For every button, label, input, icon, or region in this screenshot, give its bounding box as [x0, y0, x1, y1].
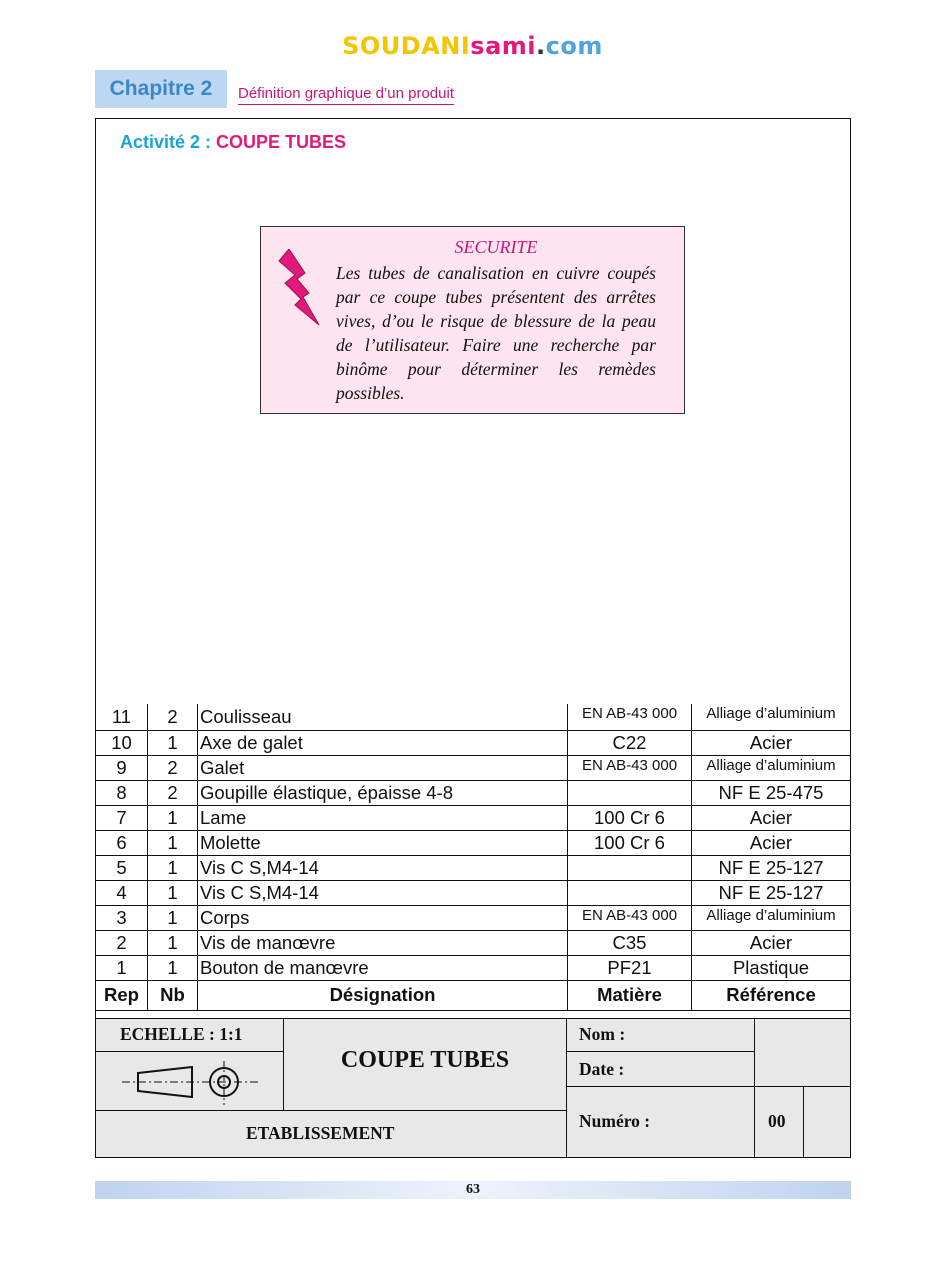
securite-box — [260, 226, 685, 414]
table-row — [96, 905, 851, 930]
reference-cell: Acier — [692, 805, 851, 830]
site-watermark: SOUDANIsami.com — [342, 32, 603, 60]
nb-cell: 1 — [148, 805, 198, 830]
projection-symbol-icon — [120, 1059, 260, 1107]
nb-cell: 1 — [148, 955, 198, 980]
matiere-cell: C22 — [568, 730, 692, 755]
table-row — [96, 780, 851, 805]
rep-cell: 9 — [96, 755, 148, 780]
table-row — [96, 704, 851, 730]
reference-cell: Acier — [692, 730, 851, 755]
reference-cell: NF E 25-475 — [692, 780, 851, 805]
nb-cell: 1 — [148, 930, 198, 955]
nb-cell: 1 — [148, 880, 198, 905]
header-matiere: Matière — [568, 980, 692, 1010]
matiere-cell: EN AB-43 000 — [568, 905, 692, 930]
reference-cell: Acier — [692, 930, 851, 955]
cartouche-divider — [95, 1110, 567, 1111]
rep-cell: 8 — [96, 780, 148, 805]
header-designation: Désignation — [198, 980, 568, 1010]
table-row — [96, 880, 851, 905]
nom-label: Nom : — [579, 1024, 626, 1044]
rep-cell: 2 — [96, 930, 148, 955]
matiere-cell — [568, 880, 692, 905]
designation-cell: Galet — [198, 755, 568, 780]
rep-cell: 10 — [96, 730, 148, 755]
rep-cell: 6 — [96, 830, 148, 855]
designation-cell: Lame — [198, 805, 568, 830]
matiere-cell: EN AB-43 000 — [568, 704, 692, 730]
matiere-cell: EN AB-43 000 — [568, 755, 692, 780]
securite-heading: SECURITE — [454, 237, 538, 257]
table-row — [96, 730, 851, 755]
nomenclature-table — [95, 704, 851, 1011]
chapter-badge: Chapitre 2 — [95, 70, 227, 108]
date-label: Date : — [579, 1059, 625, 1079]
reference-cell: Alliage d’aluminium — [692, 905, 851, 930]
table-row — [96, 830, 851, 855]
matiere-cell — [568, 855, 692, 880]
header-rep: Rep — [96, 980, 148, 1010]
matiere-cell — [568, 780, 692, 805]
designation-cell: Bouton de manœvre — [198, 955, 568, 980]
table-row — [96, 930, 851, 955]
rep-cell: 11 — [96, 704, 148, 730]
table-header-row — [96, 980, 851, 1010]
reference-cell: Plastique — [692, 955, 851, 980]
matiere-cell: PF21 — [568, 955, 692, 980]
nb-cell: 2 — [148, 755, 198, 780]
title-block — [95, 1018, 851, 1158]
rep-cell: 7 — [96, 805, 148, 830]
table-row — [96, 955, 851, 980]
nb-cell: 1 — [148, 730, 198, 755]
designation-cell: Corps — [198, 905, 568, 930]
designation-cell: Goupille élastique, épaisse 4-8 — [198, 780, 568, 805]
rep-cell: 3 — [96, 905, 148, 930]
numero-value: 00 — [768, 1111, 786, 1131]
matiere-cell: C35 — [568, 930, 692, 955]
header-nb: Nb — [148, 980, 198, 1010]
designation-cell: Axe de galet — [198, 730, 568, 755]
designation-cell: Molette — [198, 830, 568, 855]
rep-cell: 5 — [96, 855, 148, 880]
reference-cell: NF E 25-127 — [692, 880, 851, 905]
designation-cell: Vis C S,M4-14 — [198, 880, 568, 905]
table-row — [96, 805, 851, 830]
rep-cell: 4 — [96, 880, 148, 905]
header-reference: Référence — [692, 980, 851, 1010]
rep-cell: 1 — [96, 955, 148, 980]
designation-cell: Vis de manœvre — [198, 930, 568, 955]
activity-title: Activité 2 : COUPE TUBES — [120, 132, 347, 152]
designation-cell: Vis C S,M4-14 — [198, 855, 568, 880]
page-number: 63 — [95, 1181, 851, 1199]
drawing-title: COUPE TUBES — [340, 1047, 510, 1073]
matiere-cell: 100 Cr 6 — [568, 805, 692, 830]
etablissement-label: ETABLISSEMENT — [246, 1123, 395, 1143]
numero-label: Numéro : — [579, 1111, 651, 1131]
nb-cell: 1 — [148, 855, 198, 880]
table-row — [96, 755, 851, 780]
nb-cell: 1 — [148, 905, 198, 930]
lightning-icon — [277, 249, 321, 325]
reference-cell: Alliage d’aluminium — [692, 755, 851, 780]
nb-cell: 2 — [148, 704, 198, 730]
table-row — [96, 855, 851, 880]
matiere-cell: 100 Cr 6 — [568, 830, 692, 855]
reference-cell: Alliage d’aluminium — [692, 704, 851, 730]
reference-cell: Acier — [692, 830, 851, 855]
nb-cell: 1 — [148, 830, 198, 855]
reference-cell: NF E 25-127 — [692, 855, 851, 880]
securite-text: Les tubes de canalisation en cuivre coupés par ce coupe tubes présentent des arrêtes vives, d’ou le risque de blessure de la peau de l’utilisateur. Faire une recherche par binôme pour déterminer les remèdes possibles. — [336, 263, 656, 403]
nb-cell: 2 — [148, 780, 198, 805]
echelle-label: ECHELLE : 1:1 — [120, 1024, 243, 1044]
designation-cell: Coulisseau — [198, 704, 568, 730]
chapter-subtitle: Définition graphique d’un produit — [238, 85, 454, 105]
